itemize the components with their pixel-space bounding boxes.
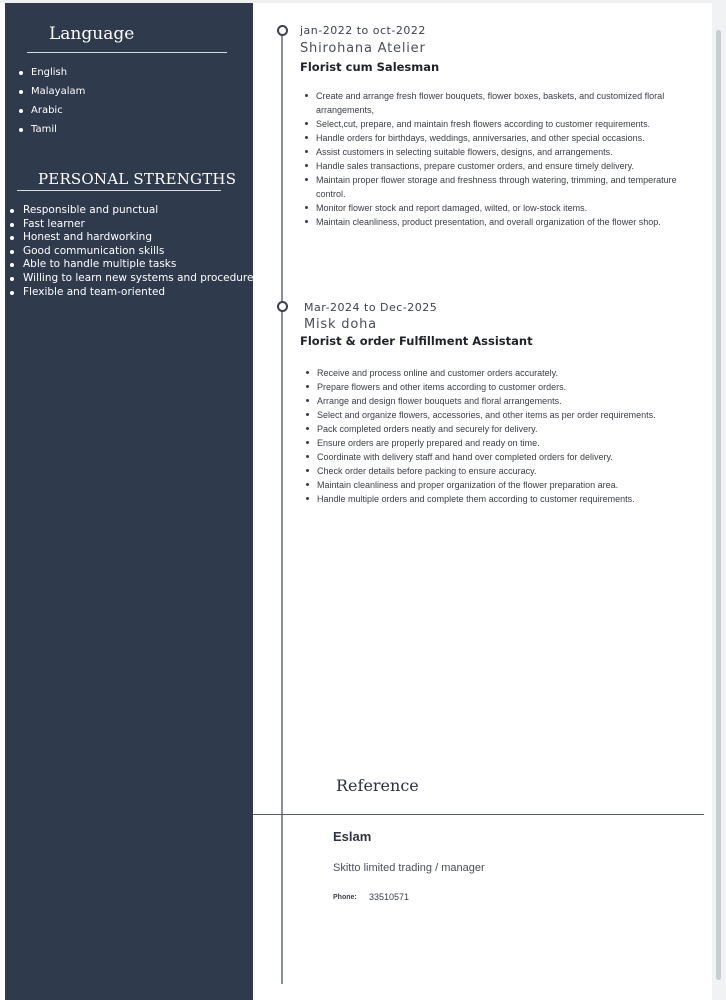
list-item: Flexible and team-oriented [9,286,259,300]
list-item: Good communication skills [9,245,259,259]
strengths-heading: PERSONAL STRENGTHS [38,170,237,188]
list-item: Monitor flower stock and report damaged, wilted, or low-stock items. [304,201,680,215]
list-item: Create and arrange fresh flower bouquets, flower boxes, baskets, and customized floral arrangements, [304,89,680,117]
list-item: Arabic [19,105,85,124]
list-item: Honest and hardworking [9,231,259,245]
language-list [19,67,85,143]
reference-role: Skitto limited trading / manager [333,862,485,874]
list-item: Select,cut, prepare, and maintain fresh flowers according to customer requirements. [304,117,680,131]
language-heading: Language [49,24,135,44]
list-item: Coordinate with delivery staff and hand over completed orders for delivery. [305,450,681,464]
job-date: Mar-2024 to Dec-2025 [304,301,438,314]
sidebar [5,3,259,1000]
list-item: Tamil [19,124,85,143]
job-duties [304,89,680,229]
list-item: Fast learner [9,218,259,232]
language-divider [27,52,227,53]
list-item: Responsible and punctual [9,204,259,218]
list-item: Assist customers in selecting suitable flowers, designs, and arrangements. [304,145,680,159]
strengths-list [9,204,259,299]
job-company: Misk doha [304,317,377,332]
list-item: Able to handle multiple tasks [9,258,259,272]
list-item: Handle orders for birthdays, weddings, anniversaries, and other special occasions. [304,131,680,145]
timeline-line [281,34,283,984]
list-item: Check order details before packing to ensure accuracy. [305,464,681,478]
reference-phone: 33510571 [369,892,410,902]
list-item: Select and organize flowers, accessories, and other items as per order requirements. [305,408,681,422]
strengths-divider [17,190,221,191]
list-item: Ensure orders are properly prepared and ready on time. [305,436,681,450]
job-duties [305,366,681,506]
list-item: Prepare flowers and other items according to customer orders. [305,380,681,394]
timeline-marker [277,25,288,36]
list-item: Handle multiple orders and complete them according to customer requirements. [305,492,681,506]
list-item: Malayalam [19,86,85,105]
list-item: Maintain proper flower storage and freshness through watering, trimming, and temperature control. [304,173,680,201]
list-item: Maintain cleanliness, product presentation, and overall organization of the flower shop. [304,215,680,229]
list-item: Pack completed orders neatly and securely for delivery. [305,422,681,436]
list-item: Handle sales transactions, prepare customer orders, and ensure timely delivery. [304,159,680,173]
job-date: jan-2022 to oct-2022 [300,24,426,37]
reference-name: Eslam [333,829,372,844]
job-title: Florist & order Fulfillment Assistant [300,334,533,348]
list-item: Receive and process online and customer orders accurately. [305,366,681,380]
list-item: Willing to learn new systems and procedures [9,272,259,286]
job-title: Florist cum Salesman [300,60,440,74]
reference-phone-label: Phone: [333,894,357,901]
reference-heading: Reference [336,776,419,795]
scrollbar-thumb[interactable] [716,30,721,980]
list-item: Maintain cleanliness and proper organization of the flower preparation area. [305,478,681,492]
list-item: Arrange and design flower bouquets and floral arrangements. [305,394,681,408]
list-item: English [19,67,85,86]
job-company: Shirohana Atelier [300,41,426,56]
timeline-marker [277,301,288,312]
reference-divider [253,814,704,815]
